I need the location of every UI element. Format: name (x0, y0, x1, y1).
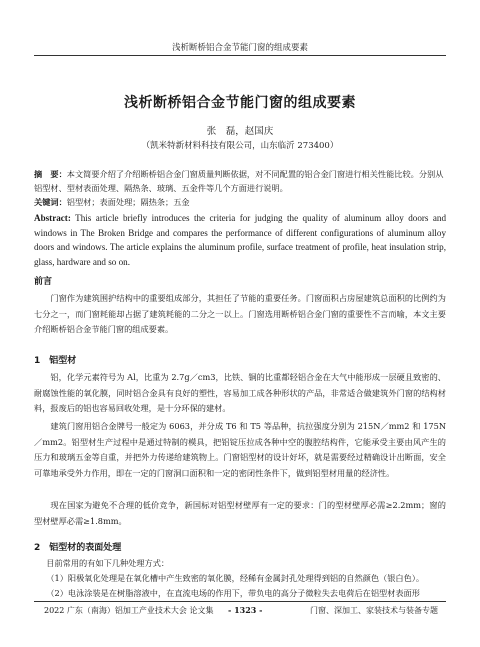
section-heading-1: 1 铝型材 (34, 356, 77, 366)
paper-title: 浅析断桥铝合金节能门窗的组成要素 (124, 95, 356, 111)
page-number: - 1323 - (228, 605, 263, 615)
abstract-en-text: This article briefly introduces the criteria for judging the quality of aluminum alloy doors and windows in The Broken Bridge and compares the performance of different configurations of aluminum alloy doors and windows. The article explains the aluminum profile, surface treatment of profile, heat insulation strip, glass, hardware and so on. (34, 213, 447, 267)
running-header: 浅析断桥铝合金节能门窗的组成要素 (171, 43, 308, 53)
footer-proceedings: 2022 广东（南海）铝加工产业技术大会 论文集 (44, 606, 214, 615)
paragraph-2-0: 目前常用的有如下几种处理方式： (46, 558, 170, 568)
abstract-en-label: Abstract: (34, 213, 71, 223)
section-heading-preface: 前言 (34, 277, 53, 287)
footer-rule (34, 601, 446, 602)
paragraph-1-1: 铝，化学元素符号为 Al，比重为 2.7g／cm3，比铁、铜的比重都轻铝合金在大气中能形成一层硬且致密的、耐腐蚀性能的氧化膜，同时铝合金具有良好的塑性，容易加工成各种形状的产品，非常适合做建筑外门窗的结构材料，报废后的铝也容易回收处理，是十分环保的建材。 (34, 372, 446, 414)
paragraph-preface: 门窗作为建筑围护结构中的重要组成部分，其担任了节能的重要任务。门窗面积占房屋建筑总面积的比例约为七分之一，而门窗耗能却占据了建筑耗能的二分之一以上。门窗选用断桥铝合金门窗的重要性不言而喻，本文主要介绍断桥铝合金节能门窗的组成要素。 (34, 293, 446, 335)
header-rule (34, 55, 446, 56)
keywords-cn (34, 197, 446, 208)
abstract-cn-text: 本文简要介绍了介绍断桥铝合金门窗质量判断依据，对不同配置的铝合金门窗进行相关性能比较。分别从铝型材、型材表面处理、隔热条、玻璃、五金件等几个方面进行说明。 (34, 169, 444, 193)
keywords-label: 关键词： (34, 197, 67, 207)
section-heading-2: 2 铝型材的表面处理 (34, 543, 122, 553)
footer-topic: 门窗、深加工、家装技术与装备专题 (310, 606, 438, 615)
abstract-en (34, 211, 446, 269)
abstract-cn-label: 摘 要： (34, 169, 67, 179)
authors: 张 磊，赵国庆 (206, 126, 274, 137)
paragraph-1-3: 现在国家为避免不合理的低价竞争，新国标对铝型材壁厚有一定的要求：门的型材壁厚必需≥2.2mm；窗的型材壁厚必需≥1.8mm。 (34, 500, 446, 526)
abstract-cn (34, 167, 446, 195)
paragraph-2-2: （2）电泳涂装是在树脂溶液中，在直流电场的作用下，带负电的高分子微粒失去电荷后在铝型材表面形 (46, 588, 420, 598)
keywords-text: 铝型材；表面处理；隔热条；五金 (66, 197, 190, 207)
paragraph-1-2: 建筑门窗用铝合金牌号一般定为 6063，并分成 T6 和 T5 等品种，抗拉强度分别为 215N／mm2 和 175N／mm2。铝型材生产过程中是通过特制的模具，把铝锭压拉成各种中空的腹腔结构件，它能承受主要由风产生的压力和玻璃五金等自重，并把外力传递给建筑物上。门窗铝型材的设计好坏，就是需要经过精确设计出断面，安全可靠地承受外力作用，即在一定的门窗洞口面积和一定的密闭性条件下，做到铝型材用量的经济性。 (34, 421, 446, 478)
affiliation: （凯米特新材料科技有限公司，山东临沂 273400） (141, 141, 339, 151)
paragraph-2-1: （1）阳极氧化处理是在氧化槽中产生致密的氧化膜，经稀有金属封孔处理得到铝的自然颜色（银白色）。 (46, 573, 425, 583)
